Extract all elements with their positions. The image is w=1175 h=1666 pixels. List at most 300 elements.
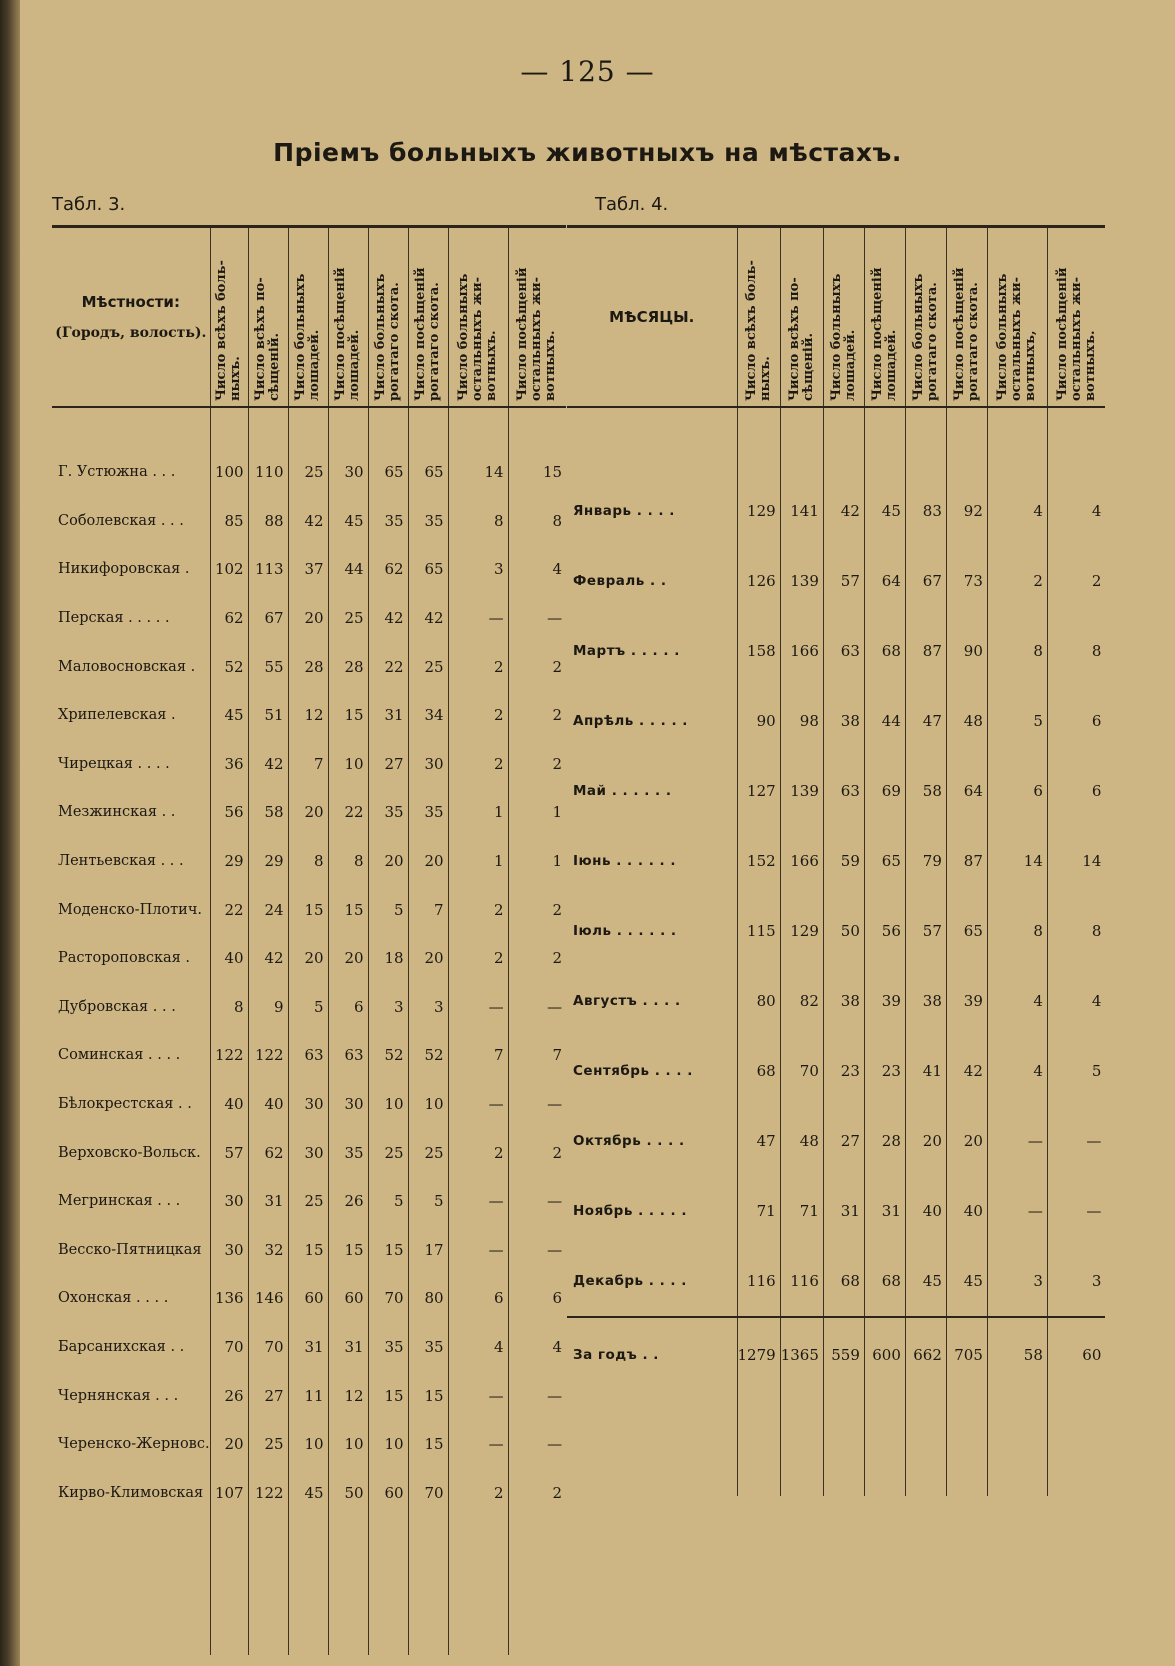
table-cell: 10 (408, 1080, 448, 1129)
empty-cell (508, 1517, 566, 1655)
table-cell: 5 (288, 983, 328, 1032)
table-cell: 110 (248, 448, 288, 497)
table4-row (567, 1036, 1105, 1106)
table-cell: 2 (448, 1128, 508, 1177)
row-label: Дубровская . . . (58, 998, 176, 1015)
table-cell: — (987, 1106, 1047, 1176)
table-cell: 3 (1047, 1246, 1105, 1317)
empty-cell (864, 407, 905, 476)
table-cell: 2 (508, 885, 566, 934)
table3-col-header-text: Число всѣхъ боль- ныхъ. (214, 260, 244, 401)
table-cell: 48 (780, 1106, 823, 1176)
row-label: Охонская . . . . (58, 1290, 169, 1307)
table-cell: 90 (946, 616, 987, 686)
table3-filler-row (52, 1517, 566, 1655)
table-cell: 83 (905, 476, 946, 546)
table-cell: 23 (864, 1036, 905, 1106)
table-cell: 15 (288, 1226, 328, 1275)
table3-name-header (52, 227, 210, 408)
table-cell: 20 (288, 788, 328, 837)
table-cell: 57 (905, 896, 946, 966)
table-cell: 25 (408, 1128, 448, 1177)
table-cell: 17 (408, 1226, 448, 1275)
empty-cell (508, 407, 566, 448)
table-cell: 8 (448, 497, 508, 546)
row-label: Верховско-Вольск. (58, 1144, 201, 1161)
empty-cell (288, 1517, 328, 1655)
empty-cell (368, 407, 408, 448)
row-label: Іюль . . . . . . (573, 923, 677, 939)
table-cell: 48 (946, 686, 987, 756)
table3-row (52, 1226, 566, 1275)
table-cell: — (448, 1080, 508, 1129)
table-cell: 2 (448, 740, 508, 789)
table-cell: 70 (408, 1468, 448, 1517)
table-cell: 60 (328, 1274, 368, 1323)
table-cell: 122 (210, 1031, 248, 1080)
table-cell: 2 (508, 691, 566, 740)
table-cell: 6 (508, 1274, 566, 1323)
empty-cell (210, 407, 248, 448)
table-cell: 27 (368, 740, 408, 789)
table-cell: 30 (408, 740, 448, 789)
page-number: — 125 — (520, 55, 655, 88)
table-cell: 68 (864, 616, 905, 686)
empty-cell (408, 407, 448, 448)
table-cell: 57 (210, 1128, 248, 1177)
table-cell: 14 (1047, 826, 1105, 896)
table-cell: 40 (210, 1080, 248, 1129)
table4-col-header (780, 227, 823, 408)
table-cell: 27 (823, 1106, 864, 1176)
table-cell: 42 (408, 594, 448, 643)
table-cell: 80 (737, 966, 780, 1036)
table4-row (567, 1246, 1105, 1317)
table4-row (567, 686, 1105, 756)
empty-cell (780, 1392, 823, 1496)
table-cell: 70 (368, 1274, 408, 1323)
table-cell: 25 (288, 1177, 328, 1226)
table-cell: 2 (508, 642, 566, 691)
table-cell: 68 (823, 1246, 864, 1317)
table-cell: 129 (780, 896, 823, 966)
table-cell: 30 (288, 1128, 328, 1177)
table-cell: 73 (946, 546, 987, 616)
table4-col-header-text: Число посѣщеній остальныхъ жи- вотныхъ. (1054, 267, 1098, 401)
table4-col-header-text: Число больныхъ лошадей. (828, 273, 858, 401)
table-cell: 40 (905, 1176, 946, 1246)
table-cell: 29 (248, 837, 288, 886)
table-cell: 35 (408, 1323, 448, 1372)
table-cell: 4 (987, 966, 1047, 1036)
empty-cell (210, 1517, 248, 1655)
row-label: Никифоровская . (58, 561, 190, 578)
table-cell: 126 (737, 546, 780, 616)
table-cell: 87 (905, 616, 946, 686)
row-label: Весско-Пятницкая (58, 1241, 202, 1258)
table-cell: 63 (823, 616, 864, 686)
table4-col-header (823, 227, 864, 408)
table-cell: 12 (288, 691, 328, 740)
table3-name-header-sub: (Городъ, волость). (55, 325, 207, 341)
empty-cell (408, 1517, 448, 1655)
table-cell: — (1047, 1106, 1105, 1176)
table-cell: 35 (368, 497, 408, 546)
table-cell: 68 (737, 1036, 780, 1106)
table-cell: 51 (248, 691, 288, 740)
table-cell: 5 (1047, 1036, 1105, 1106)
table3-col-header-text: Число посѣщеній лошадей. (333, 267, 363, 401)
table4-header-row (567, 227, 1105, 408)
table4-row (567, 546, 1105, 616)
table-cell: 166 (780, 826, 823, 896)
table-cell: 31 (864, 1176, 905, 1246)
table4-col-header-text: Число всѣхъ боль- ныхъ. (743, 260, 773, 401)
table-cell: 98 (780, 686, 823, 756)
table-cell: 2 (508, 934, 566, 983)
table-cell: 15 (368, 1371, 408, 1420)
table-cell: 27 (248, 1371, 288, 1420)
table-cell: 52 (368, 1031, 408, 1080)
empty-cell (946, 407, 987, 476)
table-cell: 3 (408, 983, 448, 1032)
table3-col-header-text: Число больныхъ лошадей. (293, 273, 323, 401)
table3-row (52, 545, 566, 594)
table-cell: 141 (780, 476, 823, 546)
table3-row (52, 788, 566, 837)
table-cell: 139 (780, 546, 823, 616)
table-cell: 15 (328, 885, 368, 934)
table3-row (52, 983, 566, 1032)
table3-row (52, 740, 566, 789)
table-cell: 65 (864, 826, 905, 896)
table4-row (567, 756, 1105, 826)
table-cell: 2 (508, 740, 566, 789)
empty-cell (248, 407, 288, 448)
table-cell: 127 (737, 756, 780, 826)
table-cell: 25 (408, 642, 448, 691)
table-cell: 52 (408, 1031, 448, 1080)
table-cell: 18 (368, 934, 408, 983)
row-label: Бѣлокрестская . . (58, 1096, 192, 1113)
table-cell: 85 (210, 497, 248, 546)
table-cell: 37 (288, 545, 328, 594)
table-cell: 35 (368, 788, 408, 837)
table-cell: 116 (780, 1246, 823, 1317)
table-cell: 6 (1047, 686, 1105, 756)
table4-name-header-main: МѢСЯЦЫ. (609, 308, 695, 326)
table3-label: Табл. 3. (52, 194, 126, 215)
table-cell: 40 (946, 1176, 987, 1246)
row-label: Черенско-Жерновс. (58, 1436, 210, 1453)
table-cell: 26 (210, 1371, 248, 1420)
table-cell: 20 (368, 837, 408, 886)
table-cell: 52 (210, 642, 248, 691)
table-cell: 70 (780, 1036, 823, 1106)
table-cell: 20 (905, 1106, 946, 1176)
table3-row (52, 691, 566, 740)
table-cell: 146 (248, 1274, 288, 1323)
table-cell: 45 (864, 476, 905, 546)
table-cell: 2 (987, 546, 1047, 616)
table-cell: 1 (508, 788, 566, 837)
table-cell: 67 (248, 594, 288, 643)
empty-cell (567, 407, 737, 476)
table4-col-header-text: Число всѣхъ по- сѣщеній. (786, 277, 816, 401)
table-cell: 41 (905, 1036, 946, 1106)
table-cell: 20 (328, 934, 368, 983)
table4-col-header (987, 227, 1047, 408)
table3-name-header-main: Мѣстности: (81, 293, 180, 311)
table-cell: 8 (1047, 896, 1105, 966)
row-label: Май . . . . . . (573, 783, 672, 799)
book-binding-edge (0, 0, 20, 1666)
table-cell: 8 (288, 837, 328, 886)
table-cell: 45 (288, 1468, 328, 1517)
table-cell: 45 (328, 497, 368, 546)
table-cell: 2 (448, 642, 508, 691)
table3-row (52, 642, 566, 691)
table-cell: 65 (408, 448, 448, 497)
table-cell: 25 (248, 1420, 288, 1469)
table-cell: 26 (328, 1177, 368, 1226)
table-cell: 30 (288, 1080, 328, 1129)
table-cell: 39 (946, 966, 987, 1036)
table-cell: 5 (368, 1177, 408, 1226)
table-cell: 4 (508, 545, 566, 594)
table-cell: — (508, 1226, 566, 1275)
table-cell: 36 (210, 740, 248, 789)
table-cell: 1365 (780, 1317, 823, 1392)
table-cell: 14 (987, 826, 1047, 896)
table-cell: — (508, 594, 566, 643)
table-cell: — (508, 1371, 566, 1420)
row-label: Августъ . . . . (573, 993, 681, 1009)
table-cell: 1 (448, 837, 508, 886)
empty-cell (823, 1392, 864, 1496)
table-cell: 8 (987, 616, 1047, 686)
table-cell: 50 (328, 1468, 368, 1517)
table-cell: 40 (248, 1080, 288, 1129)
table-cell: — (448, 1420, 508, 1469)
table-cell: 10 (328, 1420, 368, 1469)
table-cell: 129 (737, 476, 780, 546)
table-cell: — (1047, 1176, 1105, 1246)
table-cell: 6 (328, 983, 368, 1032)
table-cell: 25 (368, 1128, 408, 1177)
table-cell: 60 (368, 1468, 408, 1517)
empty-cell (1047, 407, 1105, 476)
table3-body (52, 407, 566, 1655)
table-cell: 122 (248, 1031, 288, 1080)
row-label: Барсанихская . . (58, 1338, 185, 1355)
table-cell: 166 (780, 616, 823, 686)
table4-spacer-row (567, 407, 1105, 476)
page-title: Пріемъ больныхъ животныхъ на мѣстахъ. (273, 138, 902, 167)
table3-row (52, 1128, 566, 1177)
table-cell: 14 (448, 448, 508, 497)
table-cell: 25 (328, 594, 368, 643)
empty-cell (567, 1392, 737, 1496)
table-cell: 15 (368, 1226, 408, 1275)
table-cell: 35 (408, 788, 448, 837)
table-cell: — (987, 1176, 1047, 1246)
table3-row (52, 1420, 566, 1469)
table-cell: 28 (864, 1106, 905, 1176)
empty-cell (823, 407, 864, 476)
table-cell: 20 (946, 1106, 987, 1176)
table-cell: 67 (905, 546, 946, 616)
empty-cell (368, 1517, 408, 1655)
table-cell: 2 (448, 691, 508, 740)
table3-col-header-text: Число посѣщеній рогатаго скота. (413, 267, 443, 401)
table-cell: 58 (905, 756, 946, 826)
table-cell: — (508, 1177, 566, 1226)
table4-col-header-text: Число больныхъ рогатаго скота. (910, 273, 940, 401)
table4-col-header (737, 227, 780, 408)
row-label: Ноябрь . . . . . (573, 1203, 688, 1219)
table-cell: 22 (368, 642, 408, 691)
table-cell: 70 (248, 1323, 288, 1372)
table4-row (567, 826, 1105, 896)
table3-row (52, 1371, 566, 1420)
table3-col-header (408, 227, 448, 408)
table-cell: 60 (1047, 1317, 1105, 1392)
table-cell: 24 (248, 885, 288, 934)
row-label: Январь . . . . (573, 503, 675, 519)
table-cell: 7 (448, 1031, 508, 1080)
table3-row (52, 1080, 566, 1129)
table-cell: 4 (1047, 966, 1105, 1036)
table-cell: 45 (905, 1246, 946, 1317)
table-cell: 7 (288, 740, 328, 789)
table-cell: 20 (408, 934, 448, 983)
table-cell: 42 (823, 476, 864, 546)
row-label: Декабрь . . . . (573, 1273, 687, 1289)
table-cell: 58 (248, 788, 288, 837)
table-cell: 32 (248, 1226, 288, 1275)
table-cell: 31 (368, 691, 408, 740)
empty-cell (987, 1392, 1047, 1496)
table3-row (52, 448, 566, 497)
table-cell: 56 (210, 788, 248, 837)
row-label: Маловосновская . (58, 658, 196, 675)
empty-cell (248, 1517, 288, 1655)
table-cell: — (508, 1420, 566, 1469)
table4-col-header (864, 227, 905, 408)
empty-cell (52, 407, 210, 448)
row-label: Іюнь . . . . . . (573, 853, 676, 869)
empty-cell (52, 1517, 210, 1655)
row-label: Лентьевская . . . (58, 853, 184, 870)
table-cell: 6 (987, 756, 1047, 826)
table-cell: 139 (780, 756, 823, 826)
table-cell: 11 (288, 1371, 328, 1420)
table-cell: 63 (328, 1031, 368, 1080)
table3-col-header (368, 227, 408, 408)
table4-col-header-text: Число больныхъ остальныхъ жи- вотныхъ, (995, 273, 1039, 401)
table3-row (52, 1323, 566, 1372)
table-cell: 6 (1047, 756, 1105, 826)
table-cell: 82 (780, 966, 823, 1036)
table-cell: — (448, 1226, 508, 1275)
row-label: Апрѣль . . . . . (573, 713, 688, 729)
table3-row (52, 885, 566, 934)
table3-header-row (52, 227, 566, 408)
empty-cell (288, 407, 328, 448)
table-cell: 136 (210, 1274, 248, 1323)
table-cell: 35 (368, 1323, 408, 1372)
table-cell: 10 (368, 1420, 408, 1469)
row-label: Сентябрь . . . . (573, 1063, 693, 1079)
table4-col-header (946, 227, 987, 408)
table-cell: 42 (288, 497, 328, 546)
row-label: Растороповская . (58, 950, 191, 967)
table-cell: 8 (1047, 616, 1105, 686)
table-cell: 62 (210, 594, 248, 643)
row-label: Г. Устюжна . . . (58, 464, 176, 481)
table-cell: 30 (328, 448, 368, 497)
table-cell: 40 (210, 934, 248, 983)
empty-cell (780, 407, 823, 476)
table-cell: 47 (905, 686, 946, 756)
table-cell: 3 (987, 1246, 1047, 1317)
table4-filler-row (567, 1392, 1105, 1496)
table-cell: 20 (288, 934, 328, 983)
table3-col-header (248, 227, 288, 408)
table3-col-header (508, 227, 566, 408)
table3-row (52, 837, 566, 886)
table3-col-header (288, 227, 328, 408)
table-cell: 87 (946, 826, 987, 896)
table4-row (567, 616, 1105, 686)
table-cell: 31 (248, 1177, 288, 1226)
table-cell: 12 (328, 1371, 368, 1420)
table3-row (52, 1468, 566, 1517)
table-cell: 64 (946, 756, 987, 826)
table-cell: 69 (864, 756, 905, 826)
table-cell: — (448, 983, 508, 1032)
table4-name-header (567, 227, 737, 408)
table-cell: 4 (448, 1323, 508, 1372)
table-cell: 88 (248, 497, 288, 546)
table-cell: 71 (780, 1176, 823, 1246)
row-label: Чирецкая . . . . (58, 755, 170, 772)
row-label: Моденско-Плотич. (58, 901, 203, 918)
table-cell: 5 (408, 1177, 448, 1226)
table-cell: 116 (737, 1246, 780, 1317)
table-cell: 65 (408, 545, 448, 594)
table-cell: 122 (248, 1468, 288, 1517)
table-cell: 31 (288, 1323, 328, 1372)
table-cell: — (448, 1371, 508, 1420)
table-cell: 30 (328, 1080, 368, 1129)
table-cell: 31 (328, 1323, 368, 1372)
table-cell: 600 (864, 1317, 905, 1392)
table-cell: 38 (905, 966, 946, 1036)
table-cell: 60 (288, 1274, 328, 1323)
empty-cell (448, 407, 508, 448)
table3-col-header-text: Число посѣщеній остальныхъ жи- вотныхъ. (515, 267, 559, 401)
row-label: Соболевская . . . (58, 512, 184, 529)
table-cell: 56 (864, 896, 905, 966)
table-cell: 22 (210, 885, 248, 934)
table-cell: 2 (448, 885, 508, 934)
table-cell: 6 (448, 1274, 508, 1323)
row-label: Соминская . . . . (58, 1047, 181, 1064)
table-cell: 10 (328, 740, 368, 789)
table-cell: 57 (823, 546, 864, 616)
